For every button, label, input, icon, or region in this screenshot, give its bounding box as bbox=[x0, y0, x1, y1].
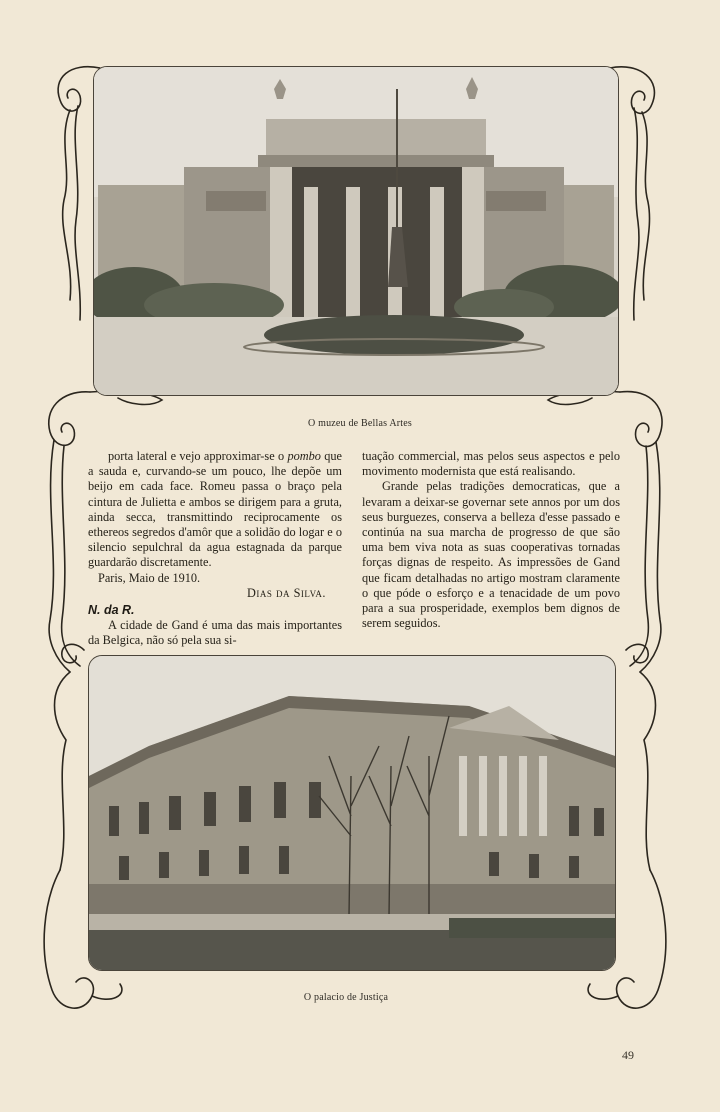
museum-photo bbox=[93, 66, 619, 396]
editor-note-heading: N. da R. bbox=[88, 603, 135, 618]
article-left-column bbox=[88, 449, 342, 649]
paragraph-gand: A cidade de Gand é uma das mais importantes da Belgica, não só pela sua si- bbox=[88, 618, 342, 648]
place-date: Paris, Maio de 1910. bbox=[98, 570, 201, 585]
paragraph-romeu bbox=[88, 449, 342, 571]
italic-word: pombo bbox=[287, 449, 321, 463]
palace-caption: O palacio de Justiça bbox=[303, 992, 389, 1003]
text-segment: que a sauda e, curvando-se um pouco, lhe depõe um beijo em cada face. Romeu passa o braço pela cintura de Julietta e ambos se dirigem para a gruta, ainda secca, transmittindo reciprocamente os ethereos segredos d'amôr que a solidão do logar e o silencio sepulchral da agua estagnada da parque guardarão discretamente. bbox=[88, 449, 342, 570]
palace-photo bbox=[88, 655, 616, 971]
page-number: 49 bbox=[622, 1048, 634, 1062]
paragraph-continuation: tuação commercial, mas pelos seus aspectos e pelo movimento modernista que está realisando. bbox=[362, 449, 620, 479]
text-segment: porta lateral e vejo approximar-se o bbox=[108, 449, 288, 463]
article-right-column bbox=[362, 449, 620, 631]
museum-caption: O muzeu de Bellas Artes bbox=[307, 418, 413, 429]
author-signature: Dias da Silva. bbox=[247, 585, 326, 600]
paragraph-traditions: Grande pelas tradições democraticas, que a levaram a deixar-se governar sete annos por um dos seus burguezes, conserva a belleza d'esse passado e continúa na sua marcha de progresso de que são uma bem viva nota as suas cooperativas tornadas forças dignas de respeito. As impressões de Gand que ficam detalhadas no artigo mostram claramente o que póde o esforço e a tenacidade de um povo para a sua prosperidade, exemplos bem dignos de serem seguidos. bbox=[362, 479, 620, 631]
